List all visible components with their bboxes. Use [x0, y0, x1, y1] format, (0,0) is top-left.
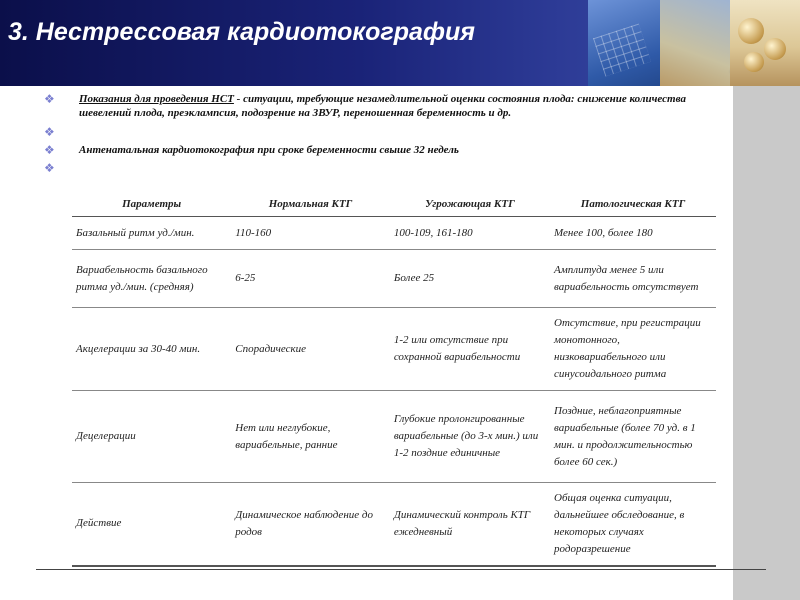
table-row — [72, 391, 716, 483]
table-cell: Базальный ритм уд./мин. — [72, 217, 231, 250]
indications-paragraph — [79, 92, 739, 120]
table-row — [72, 483, 716, 566]
table-cell: Общая оценка ситуации, дальнейшее обследование, в некоторых случаях родоразрешение — [550, 483, 716, 566]
table-header-row — [72, 193, 716, 217]
table-cell: Децелерации — [72, 391, 231, 483]
table-cell: Отсутствие, при регистрации монотонного, низковариабельного или синусоидального ритма — [550, 308, 716, 391]
column-header-parameters: Параметры — [72, 193, 231, 217]
table-cell: Спорадические — [231, 308, 390, 391]
indications-text: - ситуации, требующие незамедлительной оценки состояния плода: снижение количества шевелений плода, преэклампсия, подозрение на ЗВУР, переношенная беременность и др. — [79, 93, 686, 119]
table-cell: Динамический контроль КТГ ежедневный — [390, 483, 550, 566]
table-cell: Более 25 — [390, 250, 550, 308]
diamond-bullet-icon: ❖ — [44, 143, 55, 157]
table-cell: 110-160 — [231, 217, 390, 250]
table-cell: 6-25 — [231, 250, 390, 308]
ctg-criteria-table — [72, 193, 716, 567]
table-row — [72, 250, 716, 308]
table-cell: Поздние, неблагоприятные вариабельные (более 70 уд. в 1 мин. и продолжительностью более 60 сек.) — [550, 391, 716, 483]
photo-tile-blue — [588, 0, 660, 86]
table-cell: 100-109, 161-180 — [390, 217, 550, 250]
column-header-threatening: Угрожающая КТГ — [390, 193, 550, 217]
table-cell: Действие — [72, 483, 231, 566]
header-band — [0, 0, 800, 86]
slide-title: 3. Нестрессовая кардиотокография — [8, 18, 475, 46]
right-side-band — [733, 86, 800, 600]
table-cell: Динамическое наблюдение до родов — [231, 483, 390, 566]
antenatal-ctg-paragraph: Антенатальная кардиотокография при сроке беременности свыше 32 недель — [79, 144, 459, 156]
diamond-bullet-icon: ❖ — [44, 92, 55, 106]
table-cell: Нет или неглубокие, вариабельные, ранние — [231, 391, 390, 483]
column-header-normal: Нормальная КТГ — [231, 193, 390, 217]
column-header-pathological: Патологическая КТГ — [550, 193, 716, 217]
diamond-bullet-icon: ❖ — [44, 161, 55, 175]
table-cell: Амплитуда менее 5 или вариабельность отсутствует — [550, 250, 716, 308]
table-row — [72, 217, 716, 250]
table-cell: Менее 100, более 180 — [550, 217, 716, 250]
table-cell: Глубокие пролонгированные вариабельные (до 3-х мин.) или 1-2 поздние единичные — [390, 391, 550, 483]
diamond-bullet-icon: ❖ — [44, 125, 55, 139]
table-cell: Вариабельность базального ритма уд./мин. (средняя) — [72, 250, 231, 308]
bottom-divider — [36, 569, 766, 570]
indications-lead: Показания для проведения НСТ — [79, 93, 234, 105]
table-cell: 1-2 или отсутствие при сохранной вариабельности — [390, 308, 550, 391]
table-row — [72, 308, 716, 391]
photo-tile-pens — [660, 0, 730, 86]
table-cell: Акцелерации за 30-40 мин. — [72, 308, 231, 391]
medical-stationery-photo-icon — [588, 0, 800, 86]
